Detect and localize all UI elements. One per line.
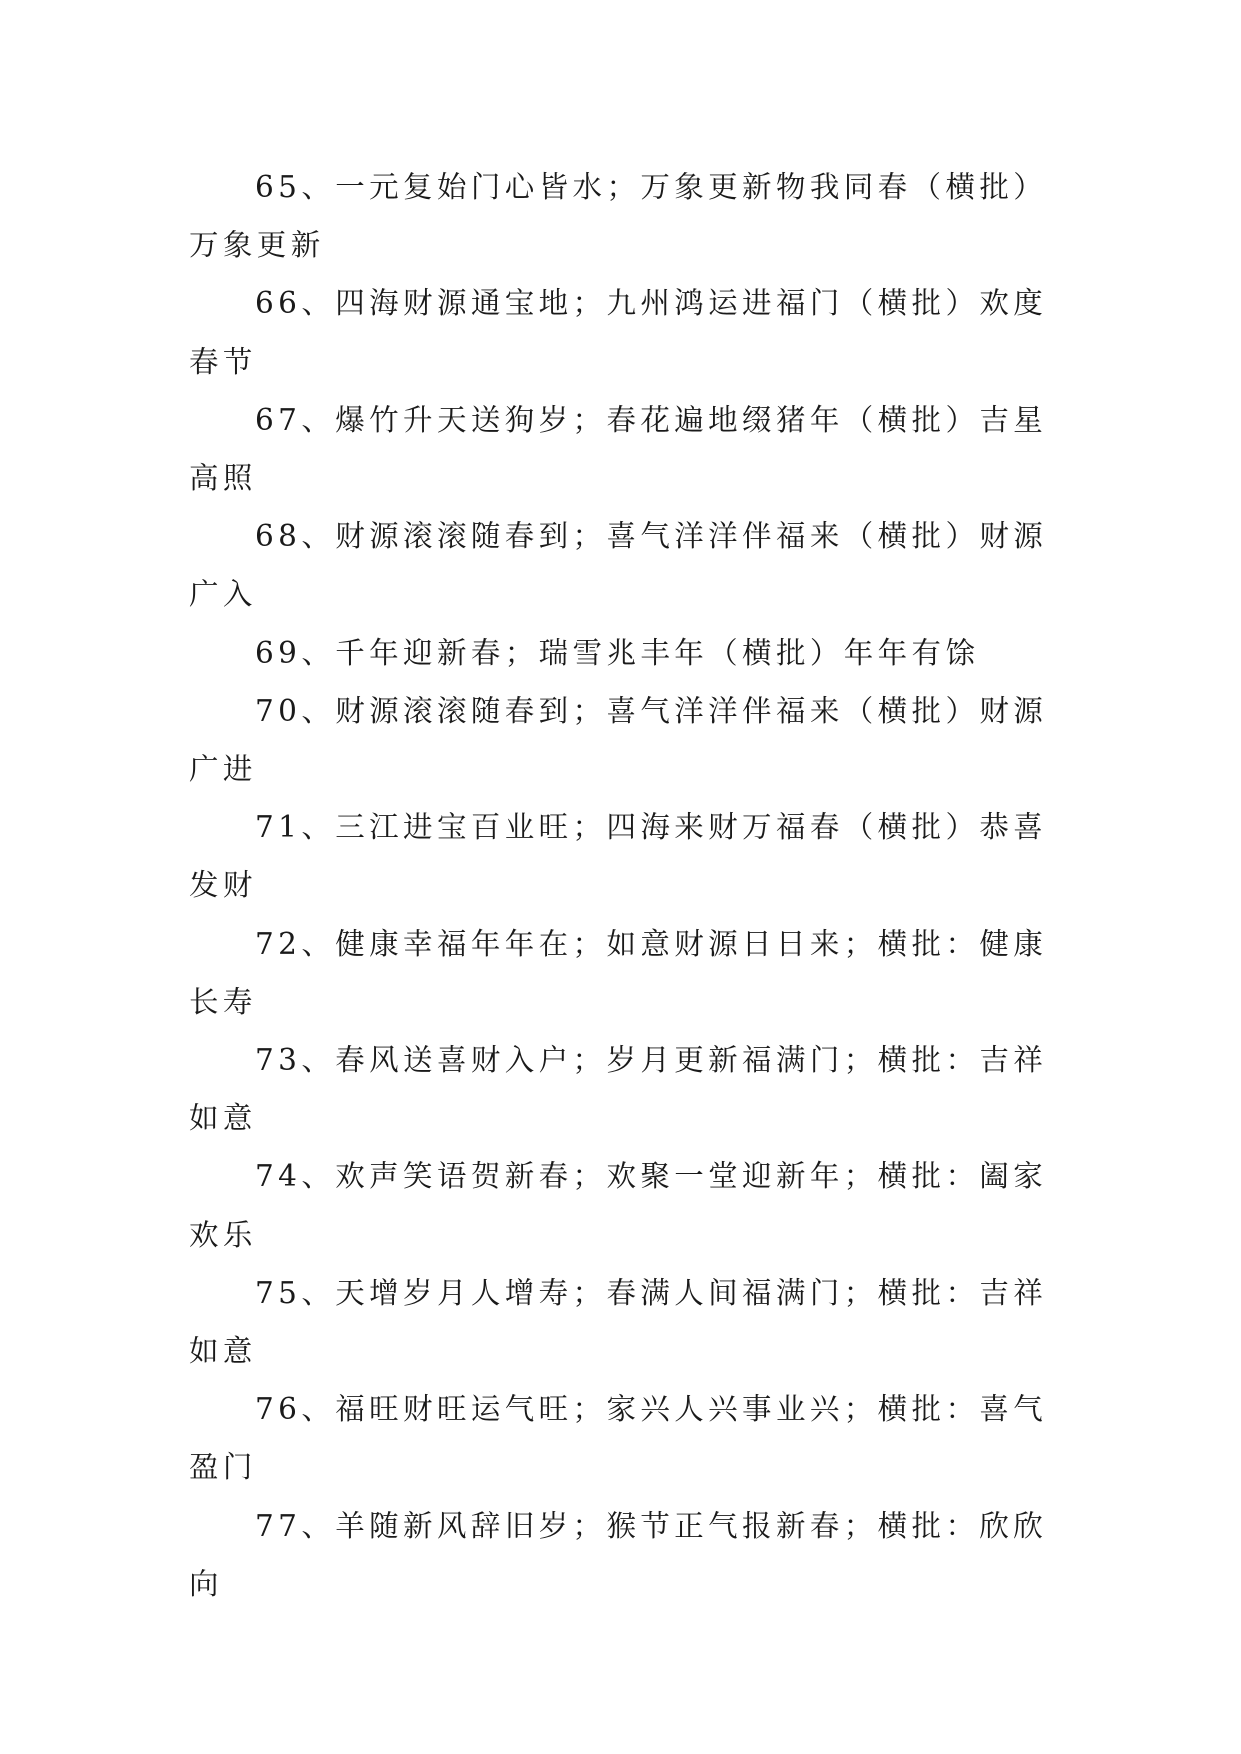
couplet-76: 76、福旺财旺运气旺；家兴人兴事业兴；横批：喜气盈门 xyxy=(189,1392,1048,1485)
couplet-list xyxy=(189,158,1069,1613)
couplet-75: 75、天增岁月人增寿；春满人间福满门；横批：吉祥如意 xyxy=(189,1275,1048,1369)
couplet-73: 73、春风送喜财入户；岁月更新福满门；横批：吉祥如意 xyxy=(189,1043,1048,1136)
couplet-70: 70、财源滚滚随春到；喜气洋洋伴福来（横批）财源广进 xyxy=(189,693,1048,787)
couplet-69: 69、千年迎新春；瑞雪兆丰年（横批）年年有馀 xyxy=(255,635,980,670)
couplet-65: 65、一元复始门心皆水；万象更新物我同春（横批）万象更新 xyxy=(189,170,1048,263)
couplet-67: 67、爆竹升天送狗岁；春花遍地缀猪年（横批）吉星高照 xyxy=(189,402,1048,496)
couplet-68: 68、财源滚滚随春到；喜气洋洋伴福来（横批）财源广入 xyxy=(189,519,1048,612)
couplet-72: 72、健康幸福年年在；如意财源日日来；横批：健康长寿 xyxy=(189,926,1048,1019)
couplet-71: 71、三江进宝百业旺；四海来财万福春（横批）恭喜发财 xyxy=(189,810,1048,903)
couplet-77: 77、羊随新风辞旧岁；猴节正气报新春；横批：欣欣向 xyxy=(189,1508,1048,1601)
couplet-74: 74、欢声笑语贺新春；欢聚一堂迎新年；横批：阖家欢乐 xyxy=(189,1159,1048,1252)
couplet-66: 66、四海财源通宝地；九州鸿运进福门（横批）欢度春节 xyxy=(189,286,1048,379)
